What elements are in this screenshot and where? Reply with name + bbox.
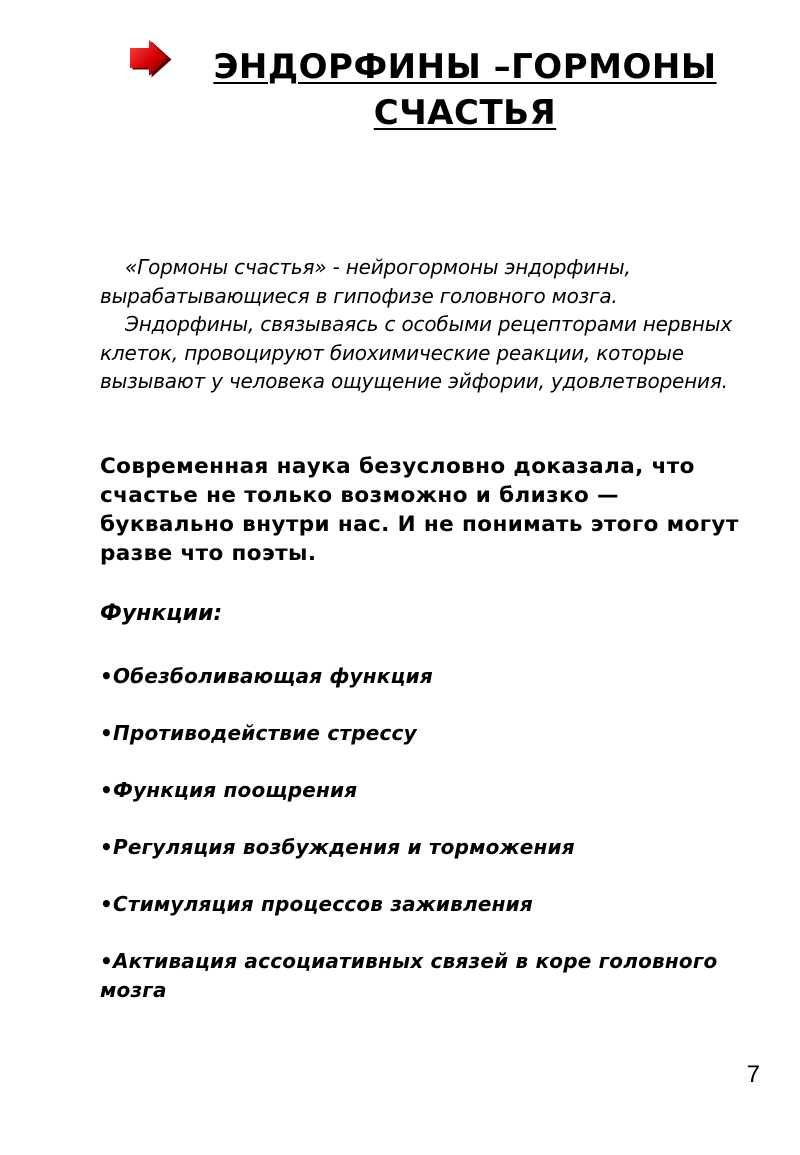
science-statement: Современная наука безусловно доказала, что счастье не только возможно и близко — буквально внутри нас. И не понимать этого могут разве что поэты. — [100, 454, 739, 566]
list-item: •Активация ассоциативных связей в коре головного мозга — [100, 949, 718, 1002]
page-title-text: ЭНДОРФИНЫ –ГОРМОНЫ СЧАСТЬЯ — [213, 47, 717, 133]
list-item: •Обезболивающая функция — [100, 664, 433, 688]
page-title — [130, 44, 800, 136]
list-item: •Стимуляция процессов заживления — [100, 892, 533, 916]
functions-heading: Функции: — [100, 601, 223, 626]
intro-paragraph-hormones: «Гормоны счастья» - нейрогормоны эндорфины, вырабатывающиеся в гипофизе головного мозга. — [100, 255, 631, 308]
page-number: 7 — [746, 1061, 760, 1088]
list-item: •Регуляция возбуждения и торможения — [100, 835, 575, 859]
list-item: •Функция поощрения — [100, 778, 358, 802]
functions-list — [100, 662, 760, 1033]
intro-section — [100, 253, 760, 396]
list-item: •Противодействие стрессу — [100, 721, 417, 745]
intro-paragraph-endorphins: Эндорфины, связываясь с особыми рецепторами нервных клеток, провоцируют биохимические реакции, которые вызывают у человека ощущение эйфории, удовлетворения. — [100, 312, 732, 393]
